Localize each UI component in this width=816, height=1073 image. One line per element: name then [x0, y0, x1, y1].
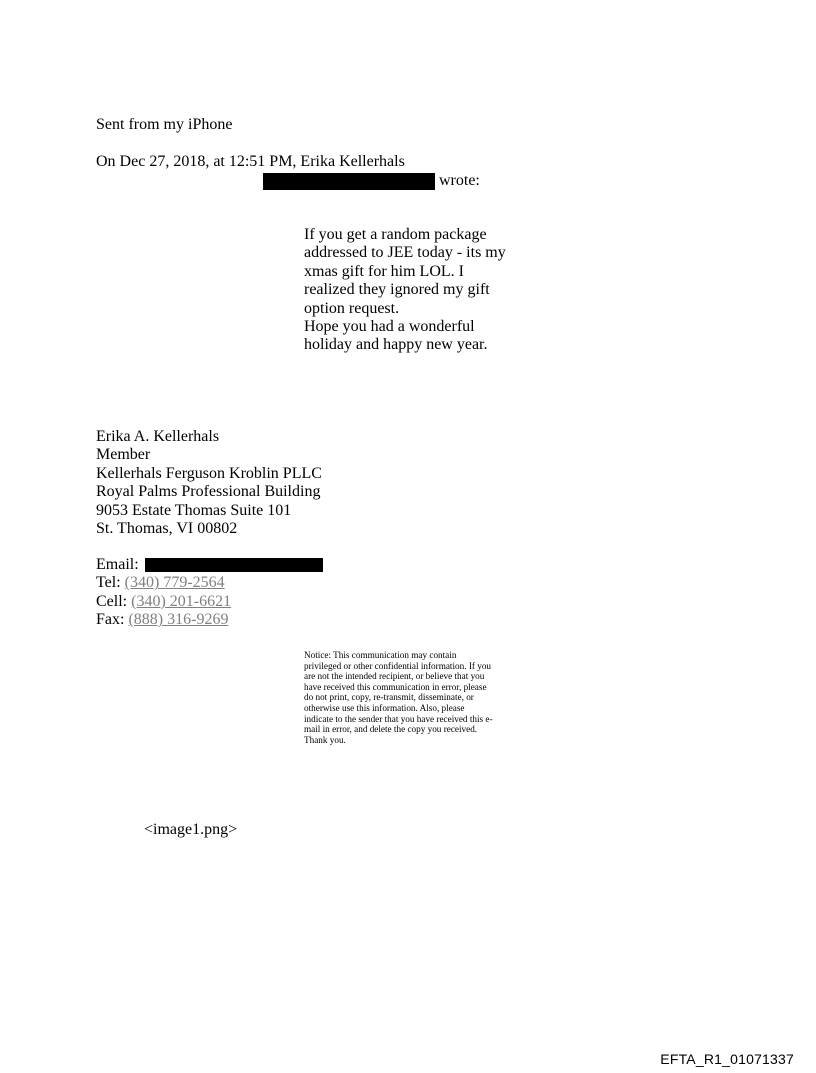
notice-line: Thank you. — [304, 734, 346, 745]
notice-line: indicate to the sender that you have received this e- — [304, 713, 493, 724]
message-line: realized they ignored my gift — [304, 281, 490, 299]
signature-block — [96, 428, 322, 538]
tel-label: Tel: — [96, 574, 121, 592]
cell-link[interactable]: (340) 201-6621 — [131, 592, 232, 610]
message-line: addressed to JEE today - its my — [304, 244, 506, 262]
signature-street: 9053 Estate Thomas Suite 101 — [96, 501, 292, 519]
confidentiality-notice — [304, 650, 516, 745]
message-body — [304, 226, 524, 355]
contact-block — [96, 556, 323, 630]
signature-title: Member — [96, 446, 151, 464]
quote-header-line: On Dec 27, 2018, at 12:51 PM, Erika Kellerhals — [96, 153, 405, 170]
notice-line: have received this communication in error, please — [304, 681, 487, 692]
quote-header-wrote: wrote: — [439, 172, 480, 189]
signature-city: St. Thomas, VI 00802 — [96, 520, 238, 538]
message-line: If you get a random package — [304, 226, 487, 243]
message-line: xmas gift for him LOL. I — [304, 262, 464, 280]
notice-line: otherwise use this information. Also, please — [304, 702, 465, 713]
fax-label: Fax: — [96, 611, 125, 629]
message-line: option request. — [304, 299, 400, 317]
notice-line: privileged or other confidential information. If you — [304, 660, 492, 671]
signature-firm: Kellerhals Ferguson Kroblin PLLC — [96, 464, 322, 482]
document-id-footer: EFTA_R1_01071337 — [660, 1051, 794, 1067]
notice-line: Notice: This communication may contain — [304, 650, 457, 660]
signature-building: Royal Palms Professional Building — [96, 483, 321, 501]
redacted-sender-email — [263, 173, 435, 190]
notice-line: are not the intended recipient, or believe that you — [304, 671, 485, 682]
quote-header-second-line — [263, 172, 480, 190]
notice-line: mail in error, and delete the copy you received. — [304, 724, 478, 735]
fax-link[interactable]: (888) 316-9269 — [128, 611, 229, 629]
tel-row — [96, 574, 323, 592]
notice-line: do not print, copy, re-transmit, disseminate, or — [304, 692, 474, 703]
attachment-placeholder: <image1.png> — [144, 821, 238, 838]
redacted-email-address — [145, 558, 323, 572]
tel-link[interactable]: (340) 779-2564 — [124, 574, 225, 592]
email-label: Email: — [96, 556, 139, 573]
cell-row — [96, 593, 323, 611]
fax-row — [96, 611, 323, 629]
cell-label: Cell: — [96, 592, 128, 610]
message-line: holiday and happy new year. — [304, 336, 488, 354]
signature-name: Erika A. Kellerhals — [96, 428, 220, 445]
email-row — [96, 556, 323, 574]
message-line: Hope you had a wonderful — [304, 318, 475, 336]
sent-from-line: Sent from my iPhone — [96, 116, 233, 133]
